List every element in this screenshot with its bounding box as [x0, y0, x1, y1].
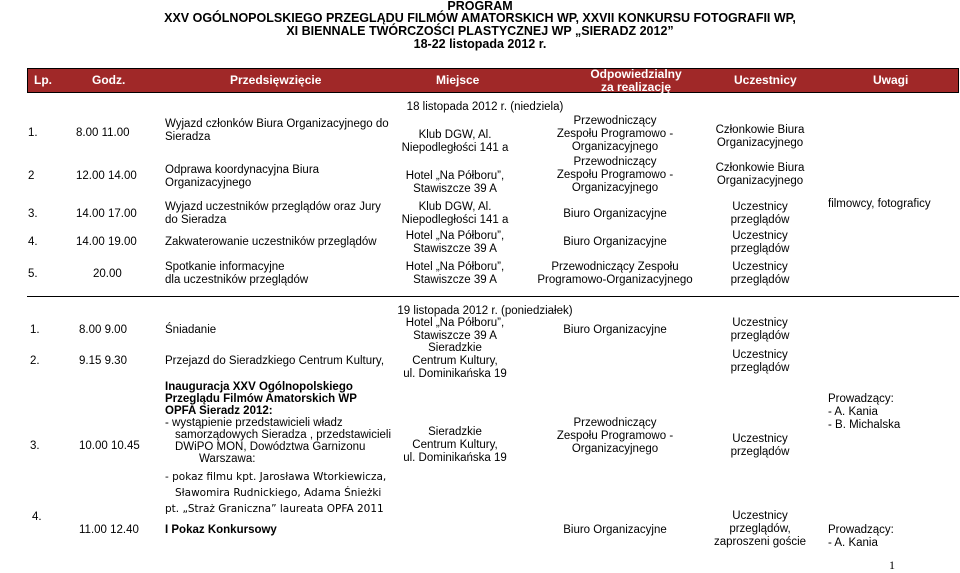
day1-row2-godz: 12.00 14.00	[76, 170, 137, 182]
day1-row4-odp: Biuro Organizacyjne	[563, 236, 667, 248]
doc-title-line4: 18-22 listopada 2012 r.	[413, 37, 547, 51]
day1-row3-ucz: Uczestnicy przeglądów	[730, 201, 790, 226]
day2-row3-miejsce: Sieradzkie Centrum Kultury, ul. Dominikańska 19	[403, 426, 507, 464]
day1-row5-miejsce: Hotel „Na Półboru”, Stawiszcze 39 A	[405, 261, 505, 286]
day1-row3-odp: Biuro Organizacyjne	[563, 208, 667, 220]
day1-row5-przed: Spotkanie informacyjne dla uczestników przeglądów	[165, 261, 309, 286]
day1-row3-miejsce: Klub DGW, Al. Niepodległości 141 a	[401, 201, 509, 226]
day2-row3-odp: Przewodniczący Zespołu Programowo - Organizacyjnego	[556, 417, 674, 455]
day2-row2-miejsce: Sieradzkie Centrum Kultury, ul. Dominikańska 19	[403, 342, 507, 380]
day1-row3-lp: 3.	[28, 208, 38, 220]
doc-title-line3: XI BIENNALE TWÓRCZOŚCI PLASTYCZNEJ WP „SIERADZ 2012”	[286, 24, 674, 38]
day1-label: 18 listopada 2012 r. (niedziela)	[406, 101, 564, 113]
day1-row2-przed: Odprawa koordynacyjna Biura Organizacyjnego	[165, 164, 320, 189]
day1-row2-miejsce: Hotel „Na Półboru”, Stawiszcze 39 A	[405, 170, 505, 195]
table-header	[27, 68, 959, 93]
header-lp: Lp.	[34, 73, 52, 87]
day1-row4-lp: 4.	[28, 236, 38, 248]
day2-row3-lp: 3.	[30, 440, 40, 452]
day1-row2-odp: Przewodniczący Zespołu Programowo - Organizacyjnego	[556, 156, 674, 194]
header-godz: Godz.	[92, 73, 126, 87]
day2-row1-lp: 1.	[30, 324, 40, 336]
day-separator	[27, 296, 959, 297]
day1-row2-lp: 2	[28, 170, 35, 182]
day1-row1-godz: 8.00 11.00	[76, 127, 130, 139]
day1-row1-miejsce: Klub DGW, Al. Niepodległości 141 a	[401, 129, 509, 154]
day2-row4-przed: I Pokaz Konkursowy	[165, 524, 277, 536]
header-miejsce: Miejsce	[436, 73, 480, 87]
day1-row5-ucz: Uczestnicy przeglądów	[730, 261, 790, 286]
day2-row2-przed: Przejazd do Sieradzkiego Centrum Kultury,	[165, 355, 385, 367]
day1-row3-godz: 14.00 17.00	[76, 208, 137, 220]
day2-row3-przed-extra: - pokaz filmu kpt. Jarosława Wtorkiewicza, Sławomira Rudnickiego, Adama Śnieżki pt. „Straż Graniczna” laureata OPFA 2011	[165, 471, 387, 515]
day1-row1-lp: 1.	[28, 127, 38, 139]
header-uczestnicy: Uczestnicy	[734, 73, 797, 87]
day1-row2-ucz: Członkowie Biura Organizacyjnego	[715, 162, 805, 187]
day1-row4-ucz: Uczestnicy przeglądów	[730, 230, 790, 255]
day2-label: 19 listopada 2012 r. (poniedziałek)	[397, 305, 573, 317]
day2-row3-godz: 10.00 10.45	[79, 440, 140, 452]
day2-row4-uwagi: Prowadzący: - A. Kania	[828, 524, 894, 549]
doc-title-line1: PROGRAM	[447, 0, 513, 13]
header-przedsiewziecie: Przedsięwzięcie	[230, 73, 322, 87]
day2-row4-godz: 11.00 12.40	[79, 524, 139, 536]
day1-row5-odp: Przewodniczący Zespołu Programowo-Organizacyjnego	[537, 261, 693, 286]
day2-row4-odp: Biuro Organizacyjne	[563, 524, 667, 536]
day2-row1-ucz: Uczestnicy przeglądów	[730, 317, 790, 342]
doc-title-line2: XXV OGÓLNOPOLSKIEGO PRZEGLĄDU FILMÓW AMATORSKICH WP, XXVII KONKURSU FOTOGRAFII WP,	[164, 11, 796, 25]
day1-row4-przed: Zakwaterowanie uczestników przeglądów	[165, 236, 377, 248]
day2-row3-ucz: Uczestnicy przeglądów	[730, 433, 790, 458]
header-odpowiedzialny: Odpowiedzialny za realizację	[590, 67, 682, 94]
day2-row1-godz: 8.00 9.00	[79, 324, 127, 336]
day2-row4-lp: 4.	[32, 511, 42, 523]
day1-row1-odp: Przewodniczący Zespołu Programowo - Organizacyjnego	[556, 115, 674, 153]
day2-row2-godz: 9.15 9.30	[79, 355, 127, 367]
day1-row5-godz: 20.00	[93, 268, 122, 280]
day2-row3-uwagi: Prowadzący: - A. Kania - B. Michalska	[828, 393, 901, 431]
day1-row1-ucz: Członkowie Biura Organizacyjnego	[715, 124, 805, 149]
day2-row3-przed: Inauguracja XXV Ogólnopolskiego Przeglądu Filmów Amatorskich WP OPFA Sieradz 2012: - wystąpienie przedstawicieli władz samorządowych Sieradza , przedstawicieli DWiPO MON, Dowództwa Garnizonu Warszawa:	[165, 381, 392, 465]
header-uwagi: Uwagi	[873, 73, 909, 87]
day1-row3-przed: Wyjazd uczestników przeglądów oraz Jury do Sieradza	[165, 201, 381, 226]
day1-row4-miejsce: Hotel „Na Półboru”, Stawiszcze 39 A	[405, 230, 505, 255]
day2-row2-ucz: Uczestnicy przeglądów	[730, 349, 790, 374]
day2-row4-ucz: Uczestnicy przeglądów, zaproszeni goście	[713, 510, 807, 548]
day1-row1-przed: Wyjazd członków Biura Organizacyjnego do Sieradza	[165, 118, 389, 143]
day2-row1-miejsce: Hotel „Na Półboru”, Stawiszcze 39 A	[405, 317, 505, 342]
day1-row4-godz: 14.00 19.00	[76, 236, 137, 248]
day1-row3-uwagi: filmowcy, fotograficy	[828, 198, 931, 210]
day2-row1-odp: Biuro Organizacyjne	[563, 324, 667, 336]
day2-row2-lp: 2.	[30, 355, 40, 367]
day1-row5-lp: 5.	[28, 268, 38, 280]
page-number: 1	[889, 558, 895, 572]
day2-row1-przed: Śniadanie	[165, 324, 217, 336]
